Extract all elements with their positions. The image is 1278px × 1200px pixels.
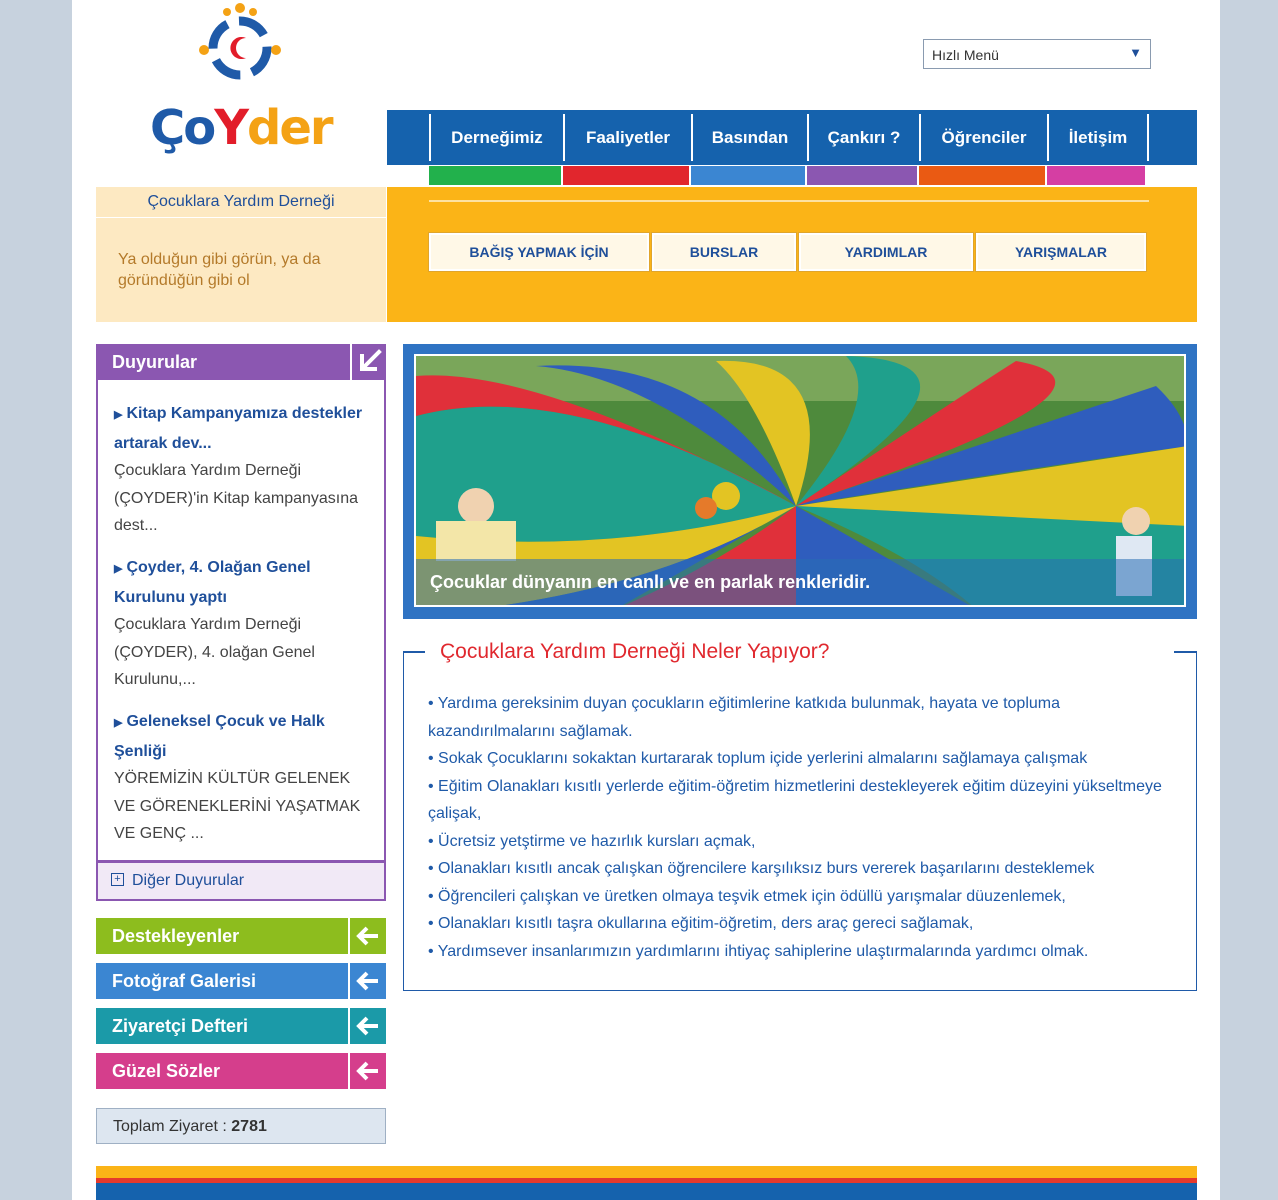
announcement-summary: Çocuklara Yardım Derneği (ÇOYDER), 4. olağan Genel Kurulunu,... xyxy=(114,616,315,688)
site-title: Çocuklara Yardım Derneği xyxy=(96,187,386,218)
sub-nav-label: YARDIMLAR xyxy=(844,244,928,260)
strip-red xyxy=(563,166,691,185)
nav-label: İletişim xyxy=(1068,127,1128,147)
announcement-heading: Geleneksel Çocuk ve Halk Şenliği xyxy=(114,713,325,760)
nav-label: Faaliyetler xyxy=(585,127,671,147)
list-item: • Ücretsiz yetştirme ve hazırlık kursları açmak, xyxy=(428,832,756,850)
photo-gallery-button[interactable] xyxy=(96,963,386,999)
logo-wordmark xyxy=(150,100,332,156)
strip-pink xyxy=(1047,166,1147,185)
nav-item-basindan[interactable] xyxy=(693,114,809,161)
strip-orange xyxy=(919,166,1047,185)
sub-nav-label: BAĞIŞ YAPMAK İÇİN xyxy=(469,244,609,260)
quick-menu-value: Hızlı Menü xyxy=(932,47,999,63)
chevron-down-icon: ▼ xyxy=(1129,45,1142,60)
list-item: • Eğitim Olanakları kısıtlı yerlerde eğitim-öğretim hizmetlerini destekleyerek eğitim düzeyini yükseltmeye çalişak, xyxy=(428,777,1162,822)
announcement-link[interactable] xyxy=(114,559,311,606)
hero-caption: Çocuklar dünyanın en canlı ve en parlak renkleridir. xyxy=(416,559,1184,605)
visit-counter-label: Toplam Ziyaret : xyxy=(113,1118,227,1135)
nav-label: Derneğimiz xyxy=(451,127,543,147)
info-box xyxy=(403,652,1197,991)
announcements-list xyxy=(96,380,386,862)
announcement-link[interactable] xyxy=(114,713,325,760)
arrow-left-icon xyxy=(348,963,386,999)
plus-icon: + xyxy=(111,873,124,886)
hero-photo xyxy=(414,354,1186,607)
quotes-button[interactable] xyxy=(96,1053,386,1089)
strip-green xyxy=(429,166,563,185)
donate-button[interactable] xyxy=(429,233,649,271)
more-announcements-label: Diğer Duyurular xyxy=(132,872,245,889)
side-button-label: Güzel Sözler xyxy=(112,1061,221,1081)
supporters-button[interactable] xyxy=(96,918,386,954)
arrow-left-icon xyxy=(348,1053,386,1089)
list-item: • Sokak Çocuklarını sokaktan kurtararak toplum içide yerlerini almalarını sağlamaya çalışmak xyxy=(428,750,1088,767)
side-button-label: Fotoğraf Galerisi xyxy=(112,971,257,991)
side-button-label: Ziyaretçi Defteri xyxy=(112,1016,249,1036)
sub-nav-label: YARIŞMALAR xyxy=(1014,244,1108,260)
visit-counter-text xyxy=(113,1118,267,1136)
aids-button[interactable] xyxy=(799,233,973,271)
announcements-title: Duyurular xyxy=(112,352,198,372)
bullet-icon: ▶ xyxy=(114,409,123,421)
page xyxy=(72,0,1220,1200)
main-nav xyxy=(387,110,1197,165)
footer-stripe-blue xyxy=(96,1183,1197,1200)
logo-part-der: der xyxy=(246,100,332,156)
divider xyxy=(429,200,1149,202)
nav-item-cankiri[interactable] xyxy=(809,114,921,161)
list-item: • Öğrencileri çalışkan ve üretken olmaya teşvik etmek için ödüllü yarışmalar düuzenlemek, xyxy=(428,887,1066,905)
site-motto: Ya olduğun gibi görün, ya da göründüğün gibi ol xyxy=(96,218,386,322)
bullet-icon: ▶ xyxy=(114,717,123,729)
visit-counter xyxy=(96,1108,386,1144)
logo-emblem-icon xyxy=(142,0,332,110)
info-title: Çocuklara Yardım Derneği Neler Yapıyor? xyxy=(440,640,830,663)
hero-banner xyxy=(403,344,1197,619)
quick-menu-select[interactable] xyxy=(923,39,1151,69)
sub-nav-label: BURSLAR xyxy=(689,244,759,260)
arrow-down-left-icon[interactable] xyxy=(350,344,386,380)
list-item xyxy=(114,400,372,540)
announcement-heading: Çoyder, 4. Olağan Genel Kurulunu yaptı xyxy=(114,559,311,606)
list-item: • Yardımsever insanlarımızın yardımlarını ihtiyaç sahiplerine ulaştırmalarında yardımcı olmak. xyxy=(428,942,1089,960)
side-button-label: Destekleyenler xyxy=(112,926,240,946)
coyder-logo[interactable] xyxy=(142,0,332,170)
bullet-icon: ▶ xyxy=(114,563,123,575)
visit-counter-value: 2781 xyxy=(231,1118,267,1135)
sub-nav-area xyxy=(387,187,1197,322)
footer-stripe-yellow xyxy=(96,1166,1197,1178)
announcement-summary: YÖREMİZİN KÜLTÜR GELENEK VE GÖRENEKLERİNİ YAŞATMAK VE GENÇ ... xyxy=(114,770,361,842)
scholarships-button[interactable] xyxy=(652,233,796,271)
nav-item-iletisim[interactable] xyxy=(1049,114,1149,161)
list-item: • Yardıma gereksinim duyan çocukların eğitimlerine katkıda bulunmak, hayata ve topluma kazandırılmalarını sağlamak. xyxy=(428,695,1060,740)
arrow-left-icon xyxy=(348,918,386,954)
arrow-left-icon xyxy=(348,1008,386,1044)
announcement-summary: Çocuklara Yardım Derneği (ÇOYDER)'in Kitap kampanyasına dest... xyxy=(114,462,359,534)
nav-item-dernegimiz[interactable] xyxy=(431,114,565,161)
announcements-header[interactable] xyxy=(96,344,386,380)
announcement-link[interactable] xyxy=(114,405,362,452)
strip-purple xyxy=(807,166,919,185)
nav-item-faaliyetler[interactable] xyxy=(565,114,693,161)
logo-part-co: Ço xyxy=(150,100,215,156)
info-list xyxy=(428,690,1178,965)
competitions-button[interactable] xyxy=(976,233,1146,271)
list-item: • Olanakları kısıtlı ancak çalışkan öğrencilere karşılıksız burs vererek başarılarını desteklemek xyxy=(428,860,1095,877)
nav-label: Basından xyxy=(711,127,789,147)
more-announcements-link[interactable] xyxy=(96,862,386,901)
nav-label: Öğrenciler xyxy=(941,127,1027,147)
nav-label: Çankırı ? xyxy=(827,127,901,147)
list-item xyxy=(114,708,372,848)
list-item: • Olanakları kısıtlı taşra okullarına eğitim-öğretim, ders araç gereci sağlamak, xyxy=(428,915,974,932)
announcement-heading: Kitap Kampanyamıza destekler artarak dev... xyxy=(114,405,363,452)
list-item xyxy=(114,554,372,694)
strip-blue xyxy=(691,166,807,185)
sub-nav xyxy=(429,233,1146,271)
logo-part-y: Y xyxy=(214,100,247,156)
nav-color-strip xyxy=(429,165,1149,187)
guestbook-button[interactable] xyxy=(96,1008,386,1044)
nav-item-ogrenciler[interactable] xyxy=(921,114,1049,161)
